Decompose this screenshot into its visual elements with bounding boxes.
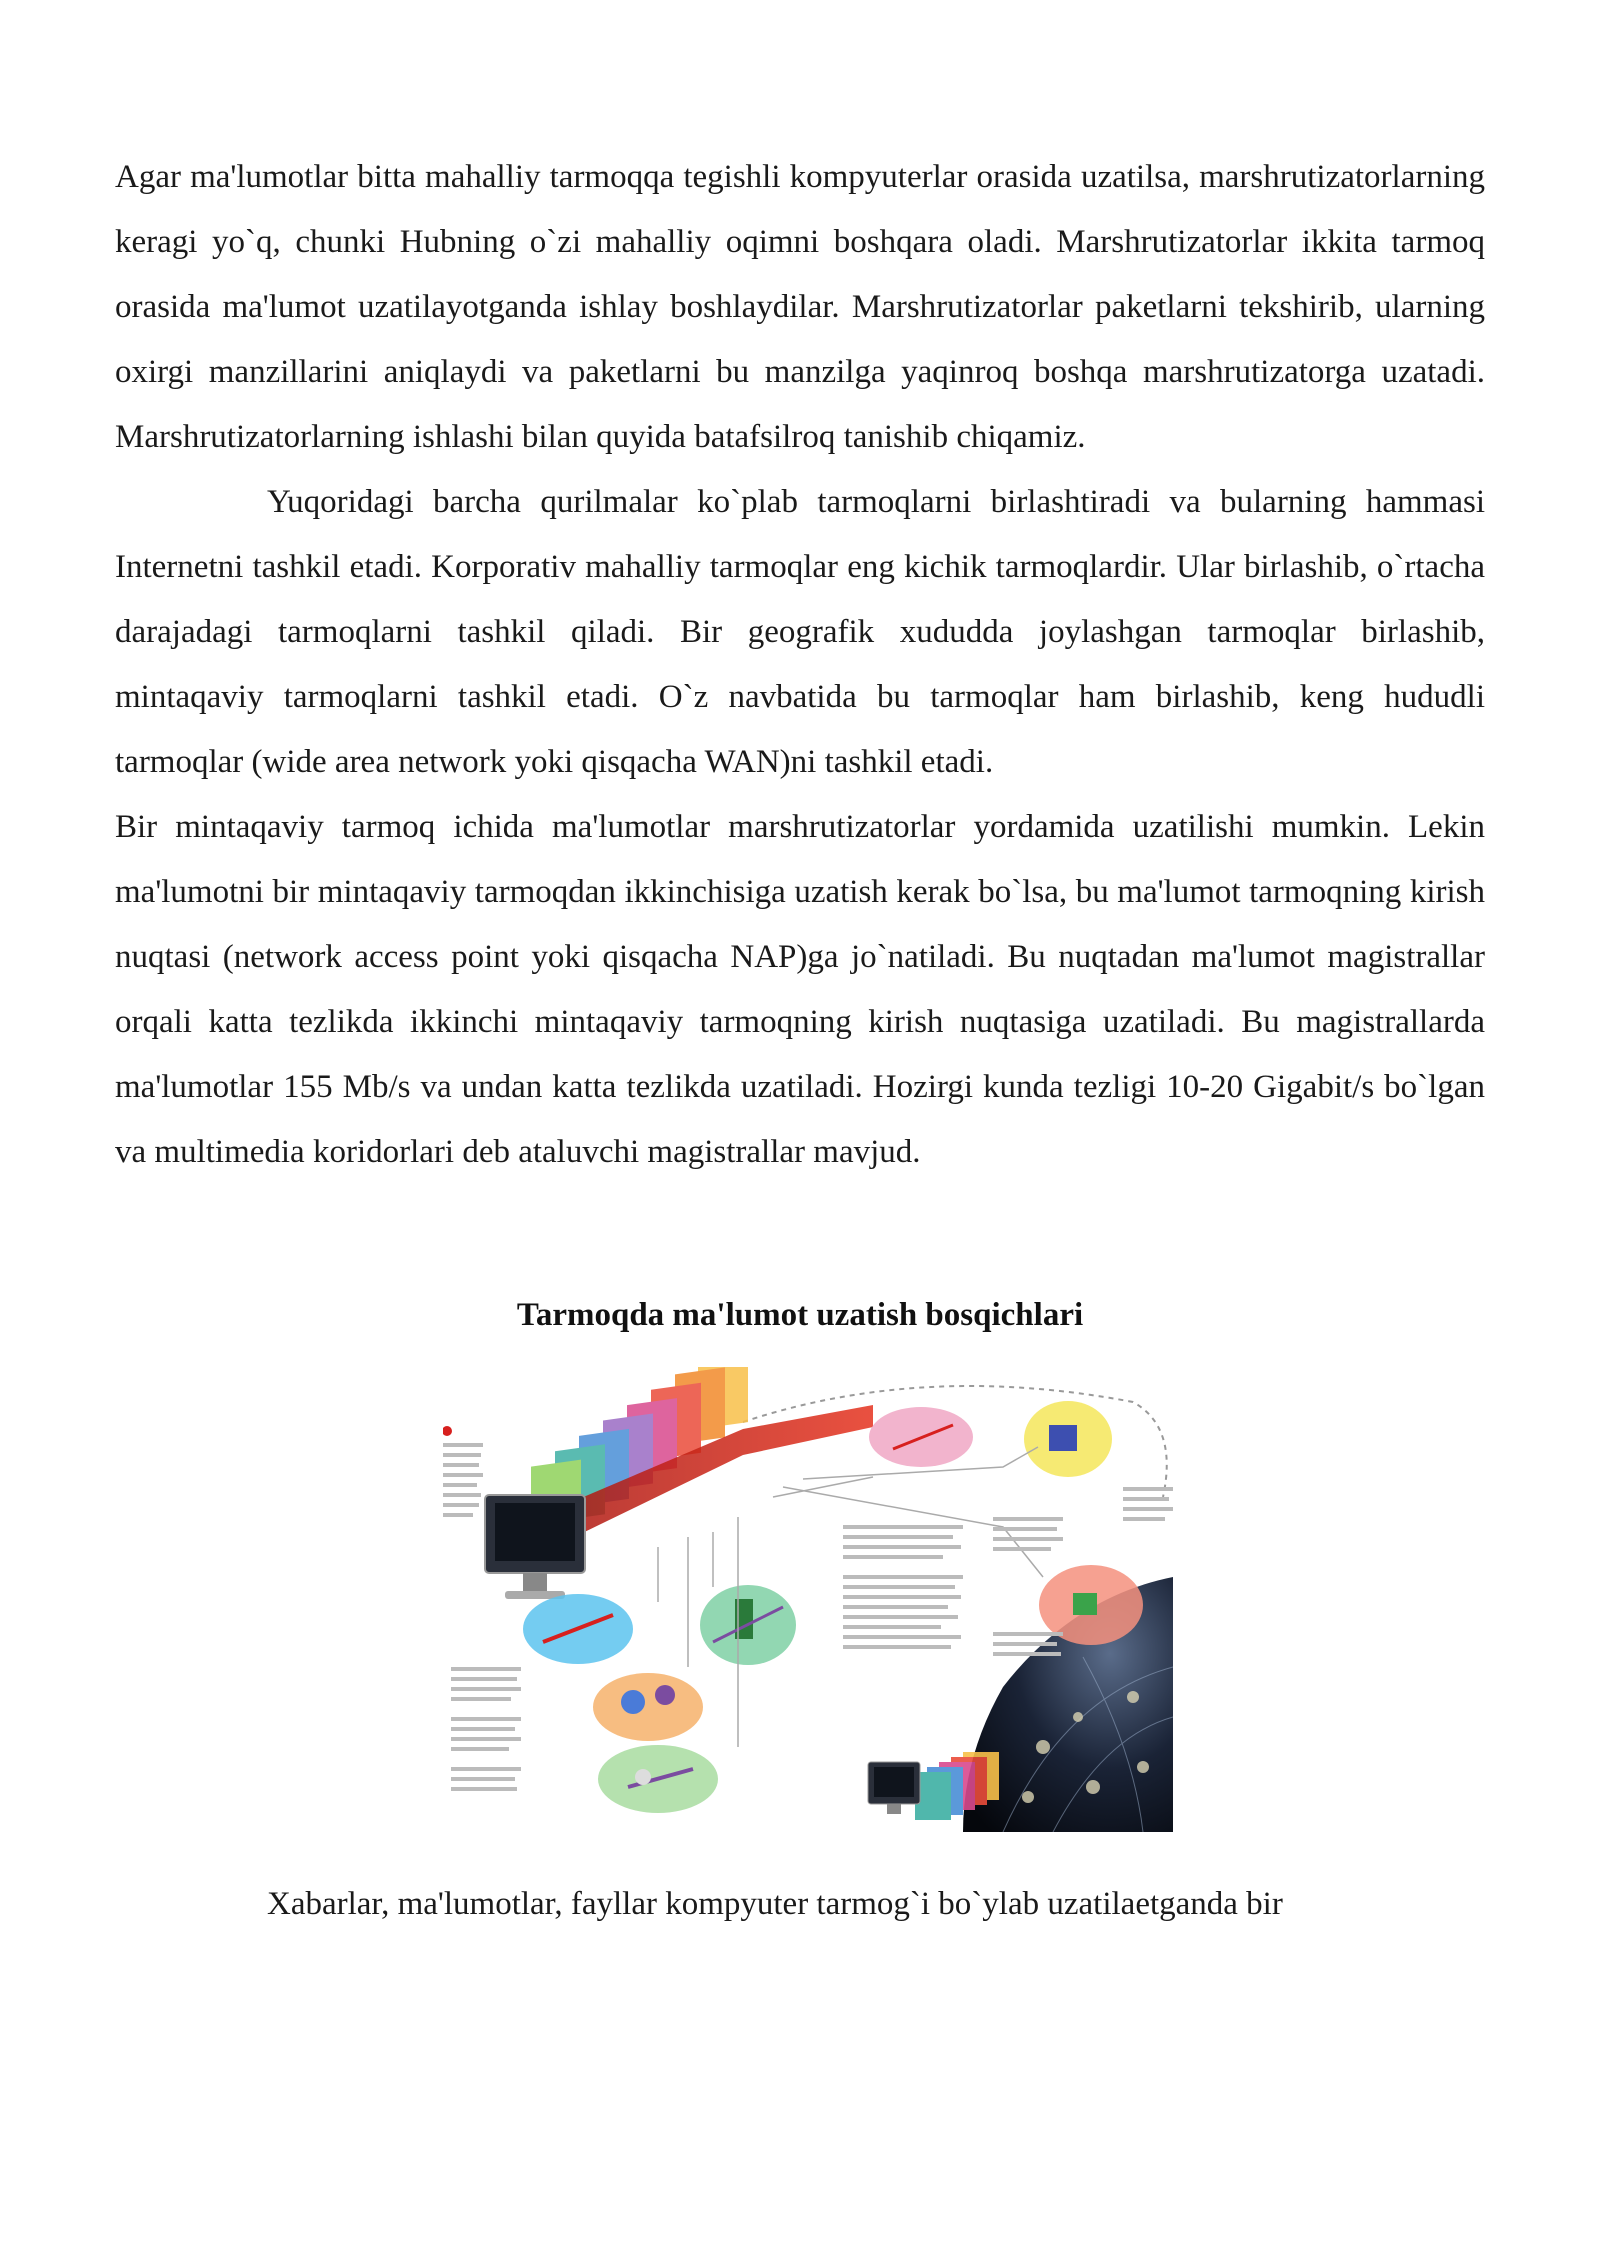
circle-diagram-pink [869, 1407, 973, 1467]
network-transfer-illustration [443, 1367, 1173, 1832]
destination-computer-icon [868, 1762, 920, 1814]
computer-icon [485, 1495, 585, 1599]
circle-diagram-yellow [1024, 1401, 1112, 1477]
circle-diagram-green [700, 1585, 796, 1665]
circle-diagram-green-bottom [598, 1745, 718, 1813]
circle-diagram-orange [593, 1673, 703, 1741]
paragraph-transfer-steps: Xabarlar, ma'lumotlar, fayllar kompyuter tarmog`i bo`ylab uzatilaetganda bir [267, 1886, 1283, 1922]
paragraph-routers: Agar ma'lumotlar bitta mahalliy tarmoqqa tegishli kompyuterlar orasida uzatilsa, marshrutizatorlarning keragi yo`q, chunki Hubning o`zi mahalliy oqimni boshqara oladi. Marshrutizatorlar ikkita tarmoq orasida ma'lumot uzatilayotganda ishlay boshlaydilar. Marshrutizatorlar paketlarni tekshirib, ularning oxirgi manzillarini aniqlaydi va paketlarni bu manzilga yaqinroq boshqa marshrutizatorga uzatadi. Marshrutizatorlarning ishlashi bilan quyida batafsilroq tanishib chiqamiz. [115, 159, 1485, 455]
section-heading: Tarmoqda ma'lumot uzatish bosqichlari [516, 1297, 1084, 1333]
paragraph-regional-networks: Bir mintaqaviy tarmoq ichida ma'lumotlar marshrutizatorlar yordamida uzatilishi mumkin. Lekin ma'lumotni bir mintaqaviy tarmoqdan ikkinchisiga uzatish kerak bo`lsa, bu ma'lumot tarmoqning kirish nuqtasi (network access point yoki qisqacha NAP)ga jo`natiladi. Bu nuqtadan ma'lumot magistrallar orqali katta tezlikda ikkinchi mintaqaviy tarmoqning kirish nuqtasiga uzatiladi. Bu magistrallarda ma'lumotlar 155 Mb/s va undan katta tezlikda uzatiladi. Hozirgi kunda tezligi 10-20 Gigabit/s bo`lgan va multimedia koridorlari deb ataluvchi magistrallar mavjud. [115, 809, 1485, 1170]
circle-diagram-blue [523, 1594, 633, 1664]
document-page [115, 145, 1485, 1937]
paragraph-networks: Yuqoridagi barcha qurilmalar ko`plab tarmoqlarni birlashtiradi va bularning hammasi Internetni tashkil etadi. Korporativ mahalliy tarmoqlar eng kichik tarmoqlardir. Ular birlashib, o`rtacha darajadagi tarmoqlarni tashkil qiladi. Bir geografik xududda joylashgan tarmoqlar birlashib, mintaqaviy tarmoqlarni tashkil etadi. O`z navbatida bu tarmoqlar ham birlashib, keng hududli tarmoqlar (wide area network yoki qisqacha WAN)ni tashkil etadi. [115, 484, 1485, 780]
